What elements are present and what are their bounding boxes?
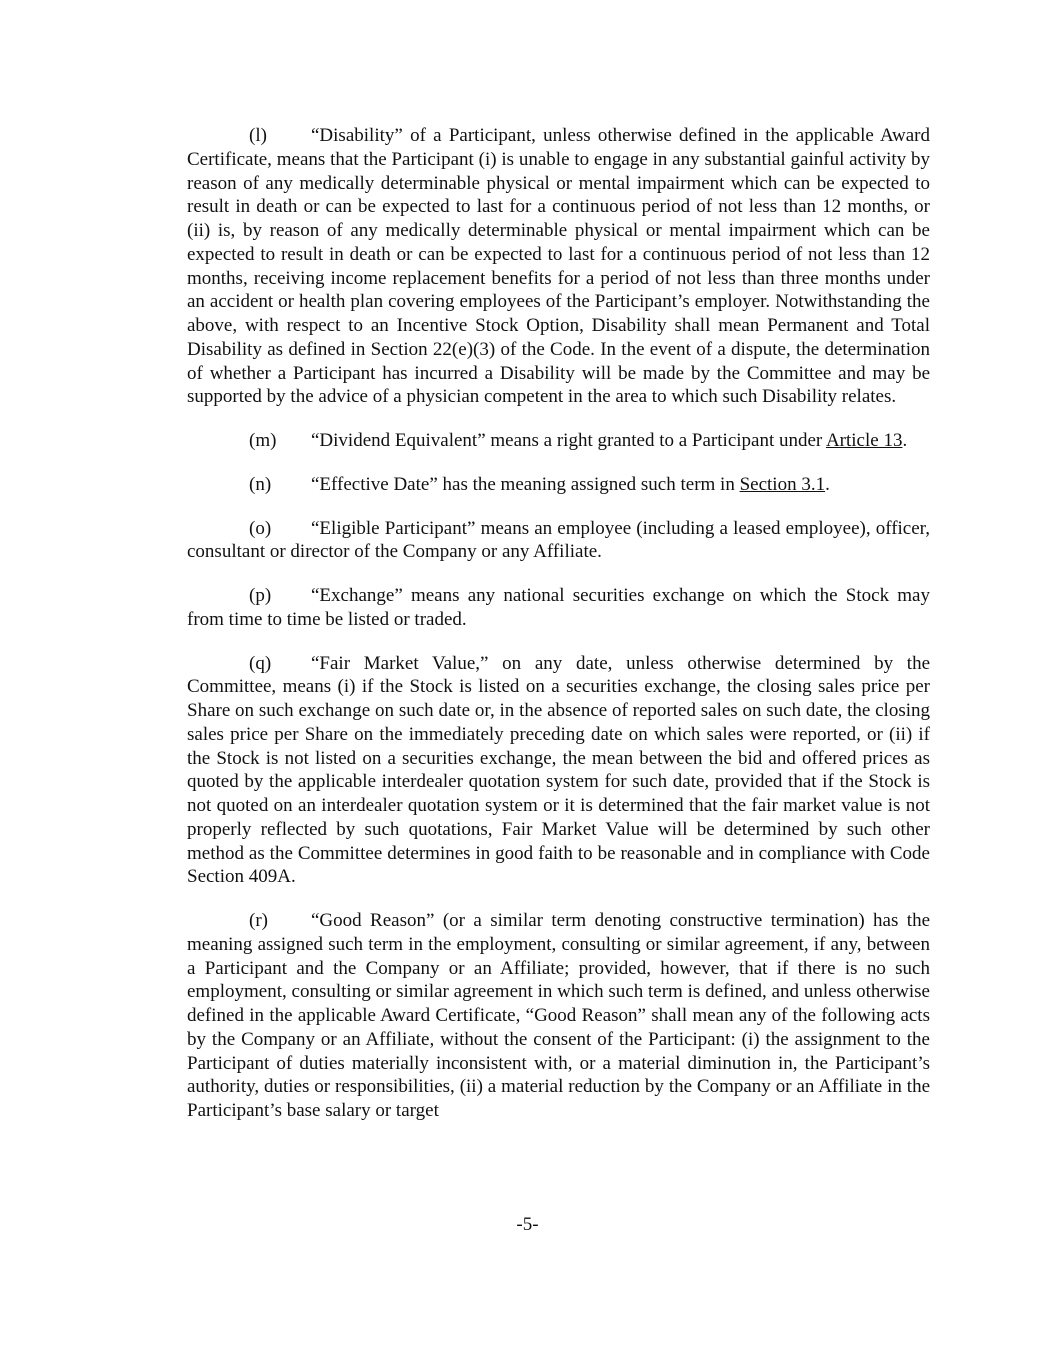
- clause-text: “Effective Date” has the meaning assigned such term in: [311, 473, 740, 495]
- clause-label: (o): [249, 517, 272, 539]
- clause-text: “Eligible Participant” means an employee (including a leased employee), officer, consultant or director of the Company or any Affiliate.: [187, 517, 930, 563]
- page-number: -5-: [516, 1214, 539, 1235]
- clause-text: “Good Reason” (or a similar term denoting constructive termination) has the meaning assigned such term in the employment, consulting or similar agreement, if any, between a Participant and the Company or an Affiliate; provided, however, that if there is no such employment, consulting or similar agreement in which such term is defined, and unless otherwise defined in the applicable Award Certificate, “Good Reason” shall mean any of the following acts by the Company or an Affiliate, without the consent of the Participant: (i) the assignment to the Participant of duties materially inconsistent with, or a material diminution in, the Participant’s authority, duties or responsibilities, (ii) a material reduction by the Company or an Affiliate in the Participant’s base salary or target: [187, 910, 930, 1121]
- clause-label: (m): [249, 430, 277, 451]
- clause-text: “Dividend Equivalent” means a right granted to a Participant under: [311, 430, 826, 451]
- definition-exchange: [187, 584, 930, 632]
- section-reference-link[interactable]: Section 3.1: [739, 473, 826, 495]
- clause-label: (p): [249, 585, 272, 606]
- definition-good-reason: [187, 909, 930, 1123]
- clause-text: “Exchange” means any national securities exchange on which the Stock may from time to time be listed or traded.: [187, 585, 930, 630]
- clause-label: (r): [249, 910, 268, 931]
- clause-text: “Disability” of a Participant, unless otherwise defined in the applicable Award Certificate, means that the Participant (i) is unable to engage in any substantial gainful activity by reason of any medically determinable physical or mental impairment which can be expected to result in death or can be expected to last for a continuous period of not less than 12 months, or (ii) is, by reason of any medically determinable physical or mental impairment which can be expected to result in death or can be expected to last for a continuous period of not less than 12 months, receiving income replacement benefits for a period of not less than three months under an accident or health plan covering employees of the Participant’s employer. Notwithstanding the above, with respect to an Incentive Stock Option, Disability shall mean Permanent and Total Disability as defined in Section 22(e)(3) of the Code. In the event of a dispute, the determination of whether a Participant has incurred a Disability will be made by the Committee and may be supported by the advice of a physician competent in the area to which such Disability relates.: [187, 125, 930, 408]
- clause-label: (l): [249, 125, 267, 146]
- clause-text: “Fair Market Value,” on any date, unless otherwise determined by the Committee, means (i) if the Stock is listed on a securities exchange, the closing sales price per Share on such exchange on such date or, in the absence of reported sales on such date, the closing sales price per Share on the immediately preceding date on which sales were reported, or (ii) if the Stock is not listed on a securities exchange, the mean between the bid and offered prices as quoted by the applicable interdealer quotation system for such date, provided that if the Stock is not quoted on an interdealer quotation system or it is determined that the fair market value is not properly reflected by such quotations, Fair Market Value will be determined by such other method as the Committee determines in good faith to be reasonable and in compliance with Code Section 409A.: [187, 652, 930, 888]
- document-body: [187, 124, 930, 1143]
- clause-tail: .: [902, 430, 908, 451]
- definition-dividend-equivalent: [187, 429, 930, 453]
- definition-effective-date: [187, 473, 930, 497]
- definition-eligible-participant: [187, 517, 930, 565]
- article-reference-link[interactable]: Article 13: [825, 430, 903, 451]
- clause-tail: .: [825, 473, 830, 495]
- definition-fair-market-value: [187, 652, 930, 890]
- clause-label: (n): [249, 473, 272, 495]
- clause-label: (q): [249, 652, 272, 674]
- definition-disability: [187, 124, 930, 409]
